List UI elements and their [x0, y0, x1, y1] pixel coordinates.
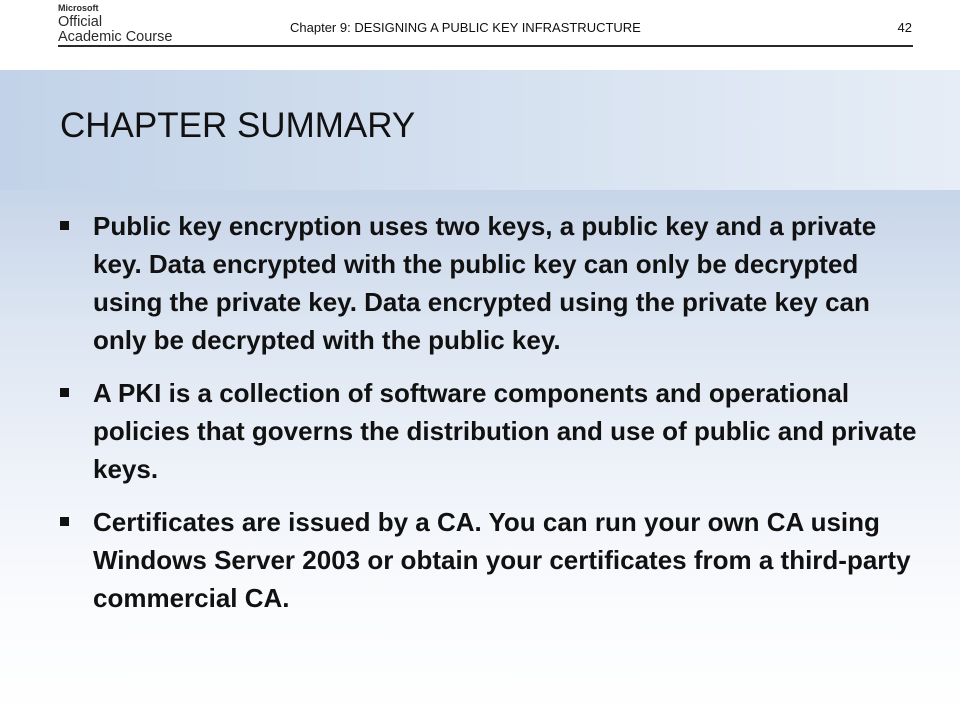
header-divider [58, 45, 913, 47]
bullet-text: Public key encryption uses two keys, a public key and a private key. Data encrypted with the public key can only be decrypted using the private key. Data encrypted using the private key can only be decrypted with the public key. [93, 211, 877, 355]
bullet-text: Certificates are issued by a CA. You can run your own CA using Windows Server 2003 or obtain your certificates from a third-party commercial CA. [93, 507, 911, 613]
logo-brand: Microsoft [58, 3, 99, 13]
square-bullet-icon [60, 221, 69, 230]
bullet-list [60, 207, 920, 632]
bullet-item [60, 374, 920, 488]
page-number: 42 [897, 20, 912, 35]
bullet-text: A PKI is a collection of software components and operational policies that governs the distribution and use of public and private keys. [93, 378, 917, 484]
logo-line-2: Academic Course [58, 29, 173, 45]
logo-line-1: Official [58, 14, 103, 30]
chapter-title: Chapter 9: DESIGNING A PUBLIC KEY INFRASTRUCTURE [290, 20, 641, 35]
square-bullet-icon [60, 388, 69, 397]
square-bullet-icon [60, 517, 69, 526]
slide-title: CHAPTER SUMMARY [60, 106, 416, 145]
bullet-item [60, 207, 920, 359]
bullet-item [60, 503, 920, 617]
course-logo [58, 4, 172, 45]
